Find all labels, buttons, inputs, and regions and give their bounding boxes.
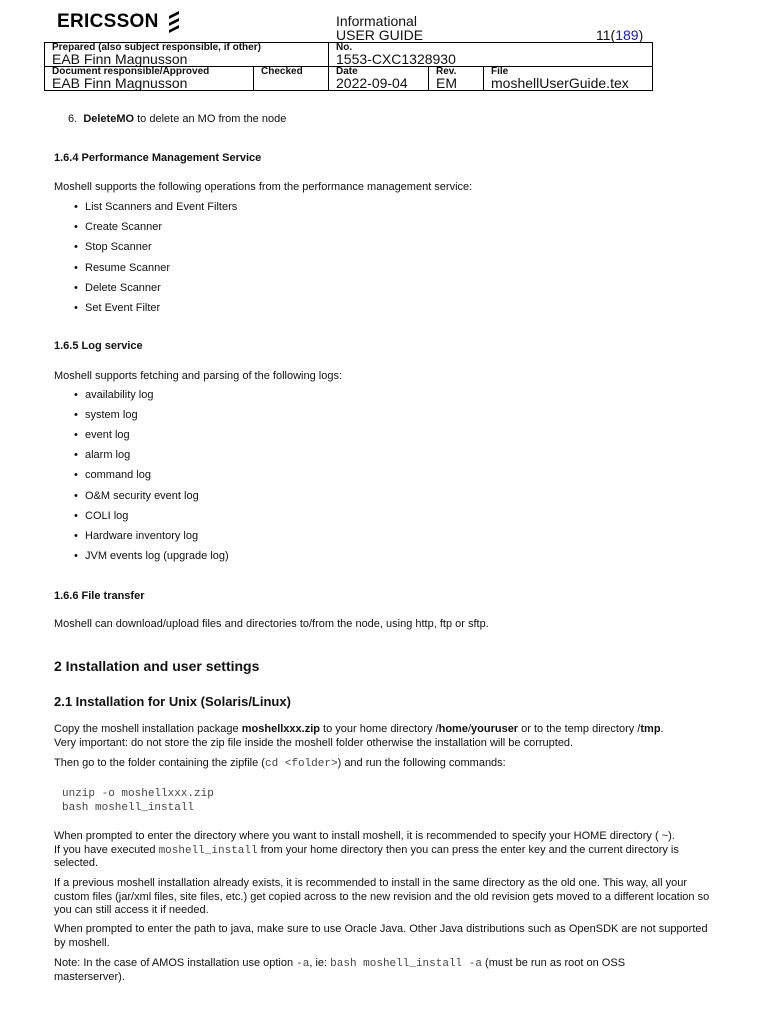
date-label: Date — [336, 66, 358, 77]
bullet-icon: • — [74, 201, 78, 213]
page-current: 11 — [596, 27, 611, 43]
text-run: Then go to the folder containing the zipfile ( — [54, 757, 265, 769]
pm-intro: Moshell supports the following operations from the performance management service: — [54, 181, 473, 193]
file-value: moshellUserGuide.tex — [491, 75, 629, 91]
bullet-icon: • — [74, 529, 78, 542]
checked-label: Checked — [261, 66, 303, 77]
file-transfer-text: Moshell can download/upload files and directories to/from the node, using http, ftp or sftp. — [54, 618, 489, 630]
approved-value: EAB Finn Magnusson — [52, 75, 188, 91]
bullet-icon: • — [74, 389, 78, 401]
inline-code: bash moshell_install -a — [330, 958, 482, 970]
prepared-label: Prepared (also subject responsible, if other) — [52, 42, 261, 53]
list-item: command log — [85, 469, 152, 482]
document-meta-table — [44, 42, 653, 91]
inline-code: -a — [296, 958, 310, 970]
rev-label: Rev. — [436, 66, 457, 77]
section-heading-1-6-5: 1.6.5 Log service — [54, 340, 143, 352]
ericsson-mark-icon — [167, 10, 181, 34]
rev-cell — [429, 67, 484, 91]
install-para-6-line-1 — [54, 957, 625, 971]
text-run: to your home directory / — [320, 723, 439, 735]
file-cell — [484, 67, 653, 91]
deletemo-desc: to delete an MO from the node — [134, 113, 287, 125]
list-item-number: 6. — [68, 113, 78, 125]
list-item: availability log — [85, 389, 154, 401]
install-para-6-line-2: masterserver). — [54, 971, 125, 983]
path-tmp: tmp — [640, 723, 661, 735]
bullet-icon: • — [74, 449, 78, 462]
install-para-2 — [54, 757, 506, 771]
section-heading-2-1: 2.1 Installation for Unix (Solaris/Linux) — [54, 694, 291, 709]
path-home: home — [438, 723, 468, 735]
package-name: moshellxxx.zip — [241, 723, 320, 735]
page-number: 11(189) — [596, 27, 644, 43]
list-item: Create Scanner — [85, 221, 163, 234]
text-run: (must be run as root on OSS — [481, 957, 626, 969]
bullet-icon: • — [74, 509, 78, 522]
prepared-value: EAB Finn Magnusson — [52, 51, 188, 67]
code-line: unzip -o moshellxxx.zip — [62, 788, 214, 800]
inline-code: moshell_install — [158, 845, 258, 857]
install-para-5: When prompted to enter the path to java, make sure to use Oracle Java. Other Java distributions such as OpenSDK are not supported by moshell. — [54, 923, 708, 949]
list-item: Resume Scanner — [85, 261, 170, 274]
bullet-icon: • — [74, 221, 78, 234]
list-item: JVM events log (upgrade log) — [85, 549, 229, 562]
section-heading-1-6-6: 1.6.6 File transfer — [54, 590, 145, 602]
file-label: File — [491, 66, 509, 77]
document-title: USER GUIDE — [336, 27, 424, 43]
bullet-icon: • — [74, 409, 78, 422]
install-para-4: If a previous moshell installation already exists, it is recommended to install in the same directory as the old one. This way, all your custom files (jar/xml files, site files, etc.) get copied across to the new revision and the old revision gets moved to a different location so you can still access it if needed. — [54, 877, 710, 916]
chapter-heading-2: 2 Installation and user settings — [54, 658, 260, 674]
approved-label: Document responsible/Approved — [52, 66, 210, 77]
install-para-1-line-1 — [54, 723, 664, 736]
text-run: Note: In the case of AMOS installation use option — [54, 957, 297, 969]
logo-text: ERICSSON — [57, 11, 159, 32]
bullet-icon: • — [74, 261, 78, 274]
install-para-3-line-2 — [54, 844, 679, 858]
list-item: event log — [85, 429, 130, 442]
text-run: . — [660, 723, 664, 735]
list-item: O&M security event log — [85, 489, 199, 502]
number-label: No. — [336, 42, 353, 53]
install-para-3-line-3: selected. — [54, 857, 99, 869]
path-youruser: youruser — [471, 723, 519, 735]
bullet-icon: • — [74, 241, 78, 254]
code-line: bash moshell_install — [62, 802, 195, 814]
list-item: Delete Scanner — [85, 281, 161, 294]
list-item-deletemo — [68, 113, 286, 126]
text-run: or to the temp directory / — [518, 723, 641, 735]
text-run: If you have executed — [54, 844, 159, 856]
bullet-icon: • — [74, 302, 78, 314]
list-item: alarm log — [85, 449, 131, 462]
prepared-cell — [45, 43, 329, 67]
ericsson-logo — [57, 10, 181, 34]
text-run: Copy the moshell installation package — [54, 723, 242, 735]
deletemo-term: DeleteMO — [83, 113, 135, 125]
install-para-3-line-1: When prompted to enter the directory where you want to install moshell, it is recommended to specify your HOME directory ( ~). — [54, 830, 675, 842]
text-run: from your home directory then you can press the enter key and the current directory is — [257, 844, 679, 856]
list-item: List Scanners and Event Filters — [85, 201, 238, 213]
number-value: 1553-CXC1328930 — [336, 51, 456, 67]
rev-value: EM — [436, 75, 458, 91]
list-item: system log — [85, 409, 138, 422]
date-cell — [329, 67, 429, 91]
list-item: COLI log — [85, 509, 129, 522]
list-item: Set Event Filter — [85, 302, 161, 314]
bullet-icon: • — [74, 281, 78, 294]
approved-cell — [45, 67, 254, 91]
section-heading-1-6-4: 1.6.4 Performance Management Service — [54, 152, 262, 164]
list-item: Hardware inventory log — [85, 529, 199, 542]
inline-code: cd <folder> — [264, 758, 338, 770]
date-value: 2022-09-04 — [336, 75, 408, 91]
text-run: / — [467, 723, 472, 735]
document-category: Informational — [336, 13, 417, 29]
bullet-icon: • — [74, 429, 78, 442]
list-item: Stop Scanner — [85, 241, 152, 254]
install-para-1-line-2: Very important: do not store the zip file inside the moshell folder otherwise the installation will be corrupted. — [54, 737, 574, 749]
page-total-link[interactable]: 189 — [615, 27, 639, 43]
bullet-icon: • — [74, 469, 78, 482]
text-run: , ie: — [309, 957, 331, 969]
text-run: ) and run the following commands: — [337, 757, 506, 769]
number-cell — [329, 43, 653, 67]
bullet-icon: • — [74, 489, 78, 502]
log-intro: Moshell supports fetching and parsing of the following logs: — [54, 370, 343, 382]
bullet-icon: • — [74, 549, 78, 562]
checked-cell — [254, 67, 329, 91]
